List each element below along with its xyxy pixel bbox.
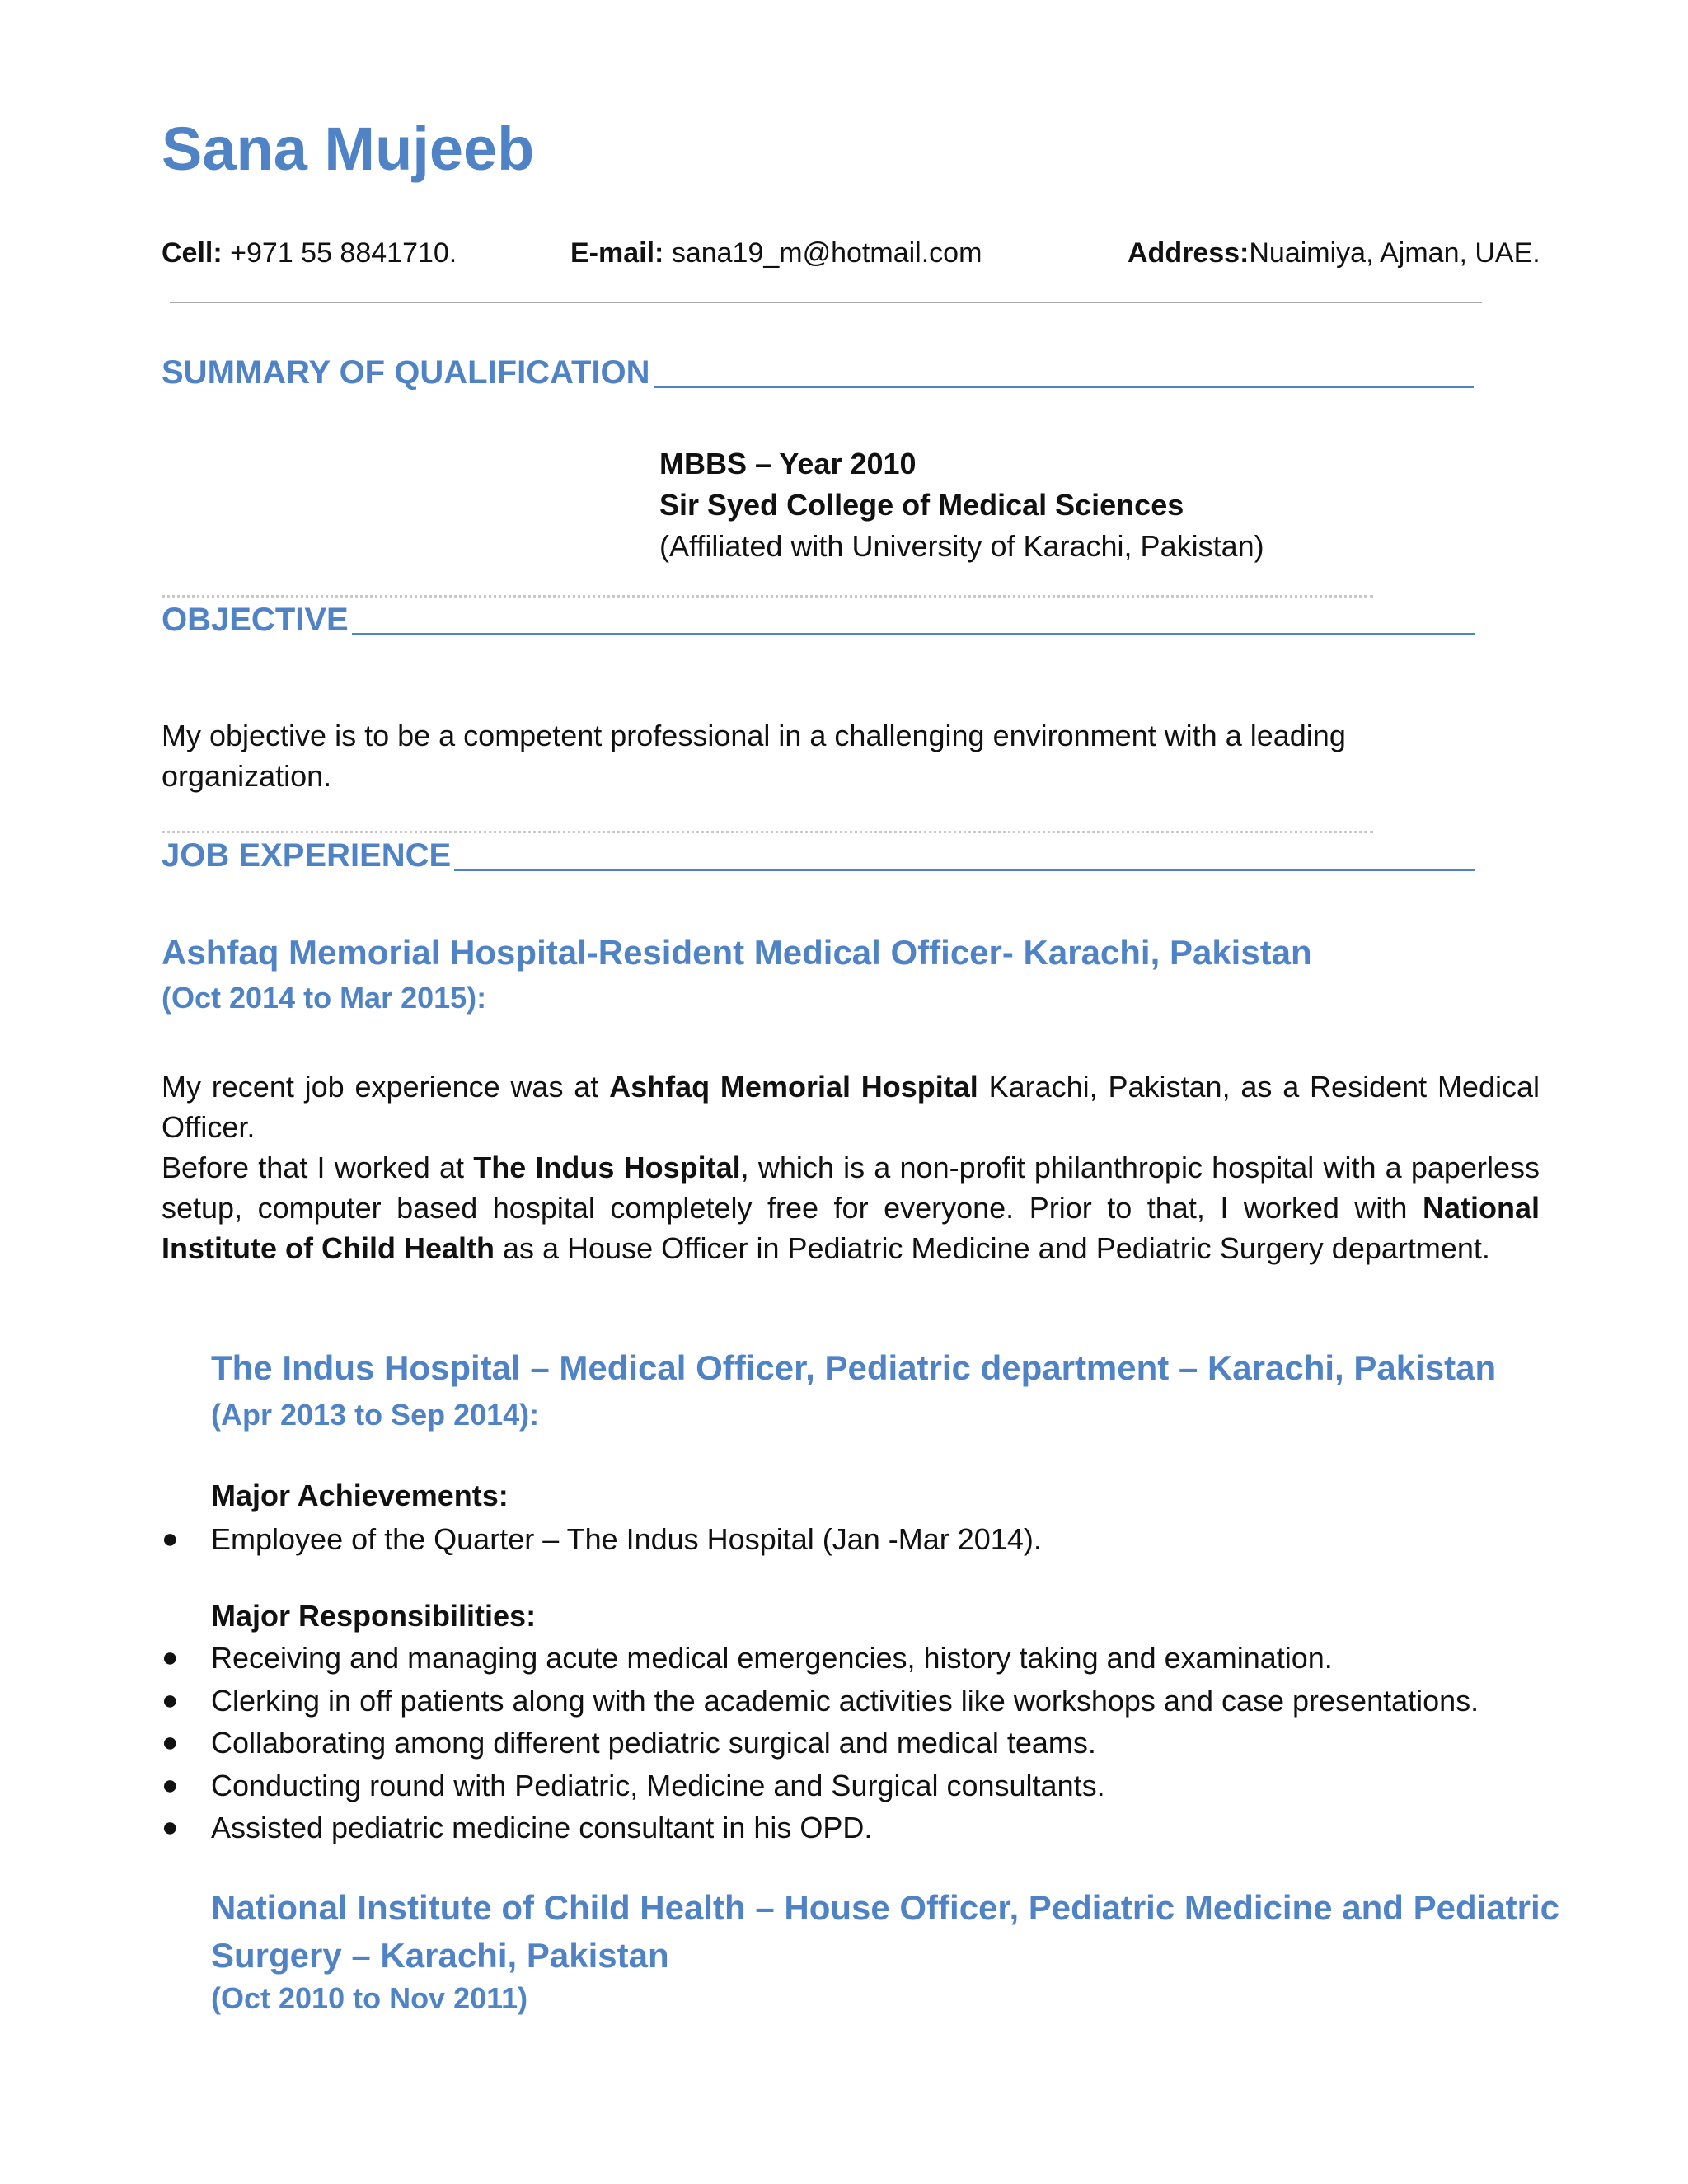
text-run: , which is a non-profit philanthropic hospital with a paperless setup, computer based hospital completely free for everyone. Prior to that, I worked with <box>162 1151 1540 1225</box>
bullet-icon: ● <box>162 1769 179 1801</box>
contact-cell <box>162 237 457 269</box>
email-value[interactable]: sana19_m@hotmail.com <box>671 237 982 269</box>
achievements-heading: Major Achievements: <box>211 1479 509 1512</box>
contact-address <box>1128 237 1540 269</box>
header-divider <box>170 302 1482 303</box>
list-item <box>157 1637 1479 1680</box>
section-objective-title: OBJECTIVE <box>162 602 349 638</box>
section-summary-heading <box>162 354 1474 391</box>
section-summary-title: SUMMARY OF QUALIFICATION <box>162 354 650 391</box>
hospital-name: Ashfaq Memorial Hospital <box>609 1070 978 1104</box>
bullet-icon: ● <box>162 1684 179 1716</box>
dotted-divider <box>162 831 1373 833</box>
list-item <box>157 1722 1479 1765</box>
job-title-nich: National Institute of Child Health – House Officer, Pediatric Medicine and Pediatric Surgery – Karachi, Pakistan <box>211 1888 1559 1975</box>
list-item <box>157 1807 1479 1849</box>
section-experience-heading <box>162 837 1475 874</box>
education-college: Sir Syed College of Medical Sciences <box>659 488 1184 522</box>
job-title-ashfaq: Ashfaq Memorial Hospital-Resident Medical Officer- Karachi, Pakistan <box>162 933 1312 972</box>
address-label: Address: <box>1128 237 1250 269</box>
text-run: My recent job experience was at <box>162 1070 610 1104</box>
list-item-text: Collaborating among different pediatric surgical and medical teams. <box>211 1726 1096 1760</box>
bullet-icon: ● <box>162 1727 179 1758</box>
experience-summary <box>162 1066 1540 1268</box>
responsibilities-list <box>157 1637 1479 1849</box>
bullet-icon: ● <box>162 1523 179 1554</box>
education-block <box>659 443 1264 567</box>
candidate-name: Sana Mujeeb <box>162 115 535 183</box>
list-item <box>157 1518 1042 1561</box>
contact-email <box>570 237 982 269</box>
job-title-indus: The Indus Hospital – Medical Officer, Pediatric department – Karachi, Pakistan <box>211 1348 1497 1387</box>
job-dates-nich: (Oct 2010 to Nov 2011) <box>211 1981 528 2015</box>
objective-text: My objective is to be a competent professional in a challenging environment with a leading organization. <box>162 719 1346 793</box>
cell-label: Cell: <box>162 237 223 269</box>
responsibilities-heading: Major Responsibilities: <box>211 1599 537 1633</box>
achievements-list <box>157 1518 1042 1561</box>
list-item-text: Clerking in off patients along with the academic activities like workshops and case presentations. <box>211 1683 1479 1718</box>
text-run: Before that I worked at <box>162 1151 474 1184</box>
education-degree: MBBS – Year 2010 <box>659 447 917 480</box>
section-objective-heading <box>162 602 1475 639</box>
section-experience-underline <box>454 869 1475 871</box>
section-objective-underline <box>352 633 1475 635</box>
dotted-divider <box>162 595 1373 598</box>
section-summary-underline <box>654 386 1474 388</box>
list-item-text: Assisted pediatric medicine consultant in his OPD. <box>211 1811 873 1844</box>
section-experience-title: JOB EXPERIENCE <box>162 837 452 874</box>
education-affiliation: (Affiliated with University of Karachi, Pakistan) <box>659 529 1264 563</box>
list-item-text: Conducting round with Pediatric, Medicine and Surgical consultants. <box>211 1768 1105 1802</box>
text-run: Karachi, Pakistan, as a Resident Medical Officer. <box>162 1070 1540 1144</box>
list-item <box>157 1680 1479 1722</box>
text-run: as a House Officer in Pediatric Medicine and Pediatric Surgery department. <box>494 1231 1490 1265</box>
experience-paragraph-2 <box>162 1147 1540 1268</box>
job-dates-ashfaq: (Oct 2014 to Mar 2015): <box>162 981 487 1015</box>
list-item-text: Receiving and managing acute medical emergencies, history taking and examination. <box>211 1641 1333 1675</box>
cell-value: +971 55 8841710. <box>230 237 457 269</box>
experience-paragraph-1 <box>162 1066 1540 1147</box>
list-item-text: Employee of the Quarter – The Indus Hospital (Jan -Mar 2014). <box>211 1522 1042 1556</box>
job-dates-indus: (Apr 2013 to Sep 2014): <box>211 1398 540 1432</box>
bullet-icon: ● <box>162 1811 179 1843</box>
list-item <box>157 1765 1479 1807</box>
hospital-name: National Institute of Child Health <box>162 1191 1540 1265</box>
hospital-name: The Indus Hospital <box>473 1151 741 1184</box>
email-label: E-mail: <box>570 237 664 269</box>
address-value: Nuaimiya, Ajman, UAE. <box>1249 237 1540 269</box>
bullet-icon: ● <box>162 1642 179 1673</box>
